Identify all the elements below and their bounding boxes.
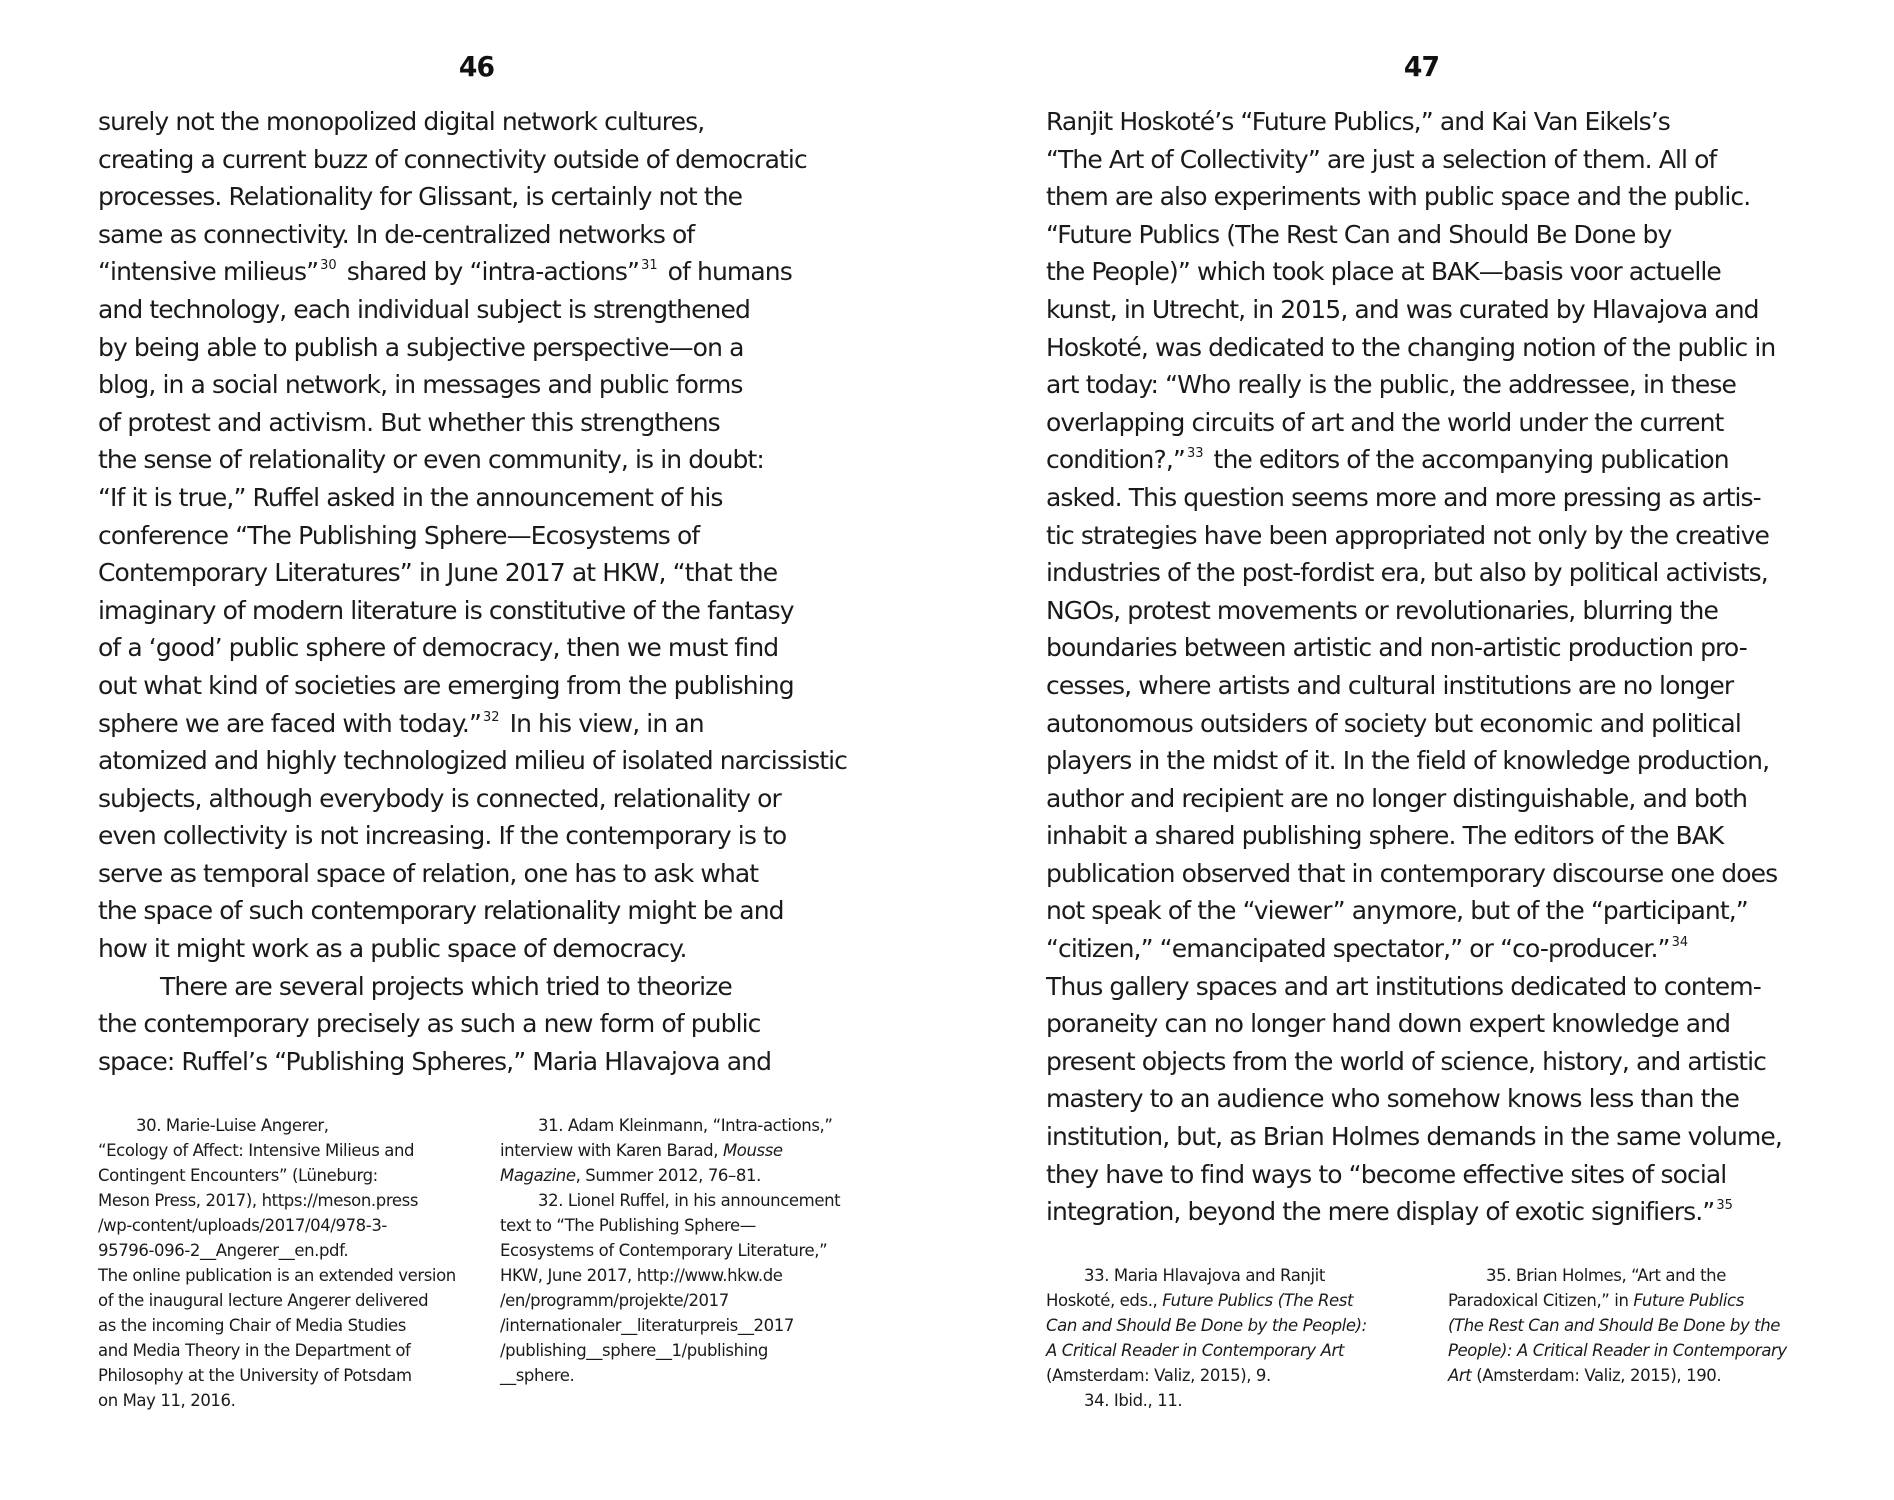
footnote-line: and Media Theory in the Department of xyxy=(98,1341,411,1360)
body-line: the sense of relationality or even community, is in doubt: xyxy=(98,445,764,475)
footnote-line xyxy=(1046,1288,1436,1313)
body-line: Hoskoté, was dedicated to the changing notion of the public in xyxy=(1046,332,1776,362)
footnote-line: 33. Maria Hlavajova and Ranjit xyxy=(1084,1266,1325,1285)
footnote-line: 30. Marie-Luise Angerer, xyxy=(136,1116,329,1135)
footnote-reference: 32 xyxy=(483,709,500,725)
footnote-italic-title: (The Rest Can and Should Be Done by the xyxy=(1448,1316,1781,1335)
footnote-column-1 xyxy=(98,1113,488,1413)
body-line: There are several projects which tried to theorize xyxy=(160,971,732,1001)
body-text-run: of humans xyxy=(660,257,792,287)
body-line: of protest and activism. But whether this strengthens xyxy=(98,407,720,437)
body-line: how it might work as a public space of democracy. xyxy=(98,934,687,964)
body-line: inhabit a shared publishing sphere. The editors of the BAK xyxy=(1046,821,1724,851)
body-line: present objects from the world of science, history, and artistic xyxy=(1046,1046,1767,1076)
footnote-line: as the incoming Chair of Media Studies xyxy=(98,1316,406,1335)
footnote-column-2 xyxy=(1448,1263,1838,1388)
body-line: overlapping circuits of art and the world under the current xyxy=(1046,407,1724,437)
footnote-column-2 xyxy=(500,1113,890,1388)
footnote-line: /en/programm/projekte/2017 xyxy=(500,1291,729,1310)
body-line: asked. This question seems more and more pressing as artis- xyxy=(1046,482,1761,512)
body-line: conference “The Publishing Sphere—Ecosystems of xyxy=(98,520,700,550)
body-line: poraneity can no longer hand down expert knowledge and xyxy=(1046,1009,1731,1039)
body-line: not speak of the “viewer” anymore, but of the “participant,” xyxy=(1046,896,1748,926)
body-text-run: integration, beyond the mere display of exotic signifiers.” xyxy=(1046,1197,1715,1227)
footnote-italic-title: Future Publics (The Rest xyxy=(1162,1291,1354,1310)
footnote-text-run: , Summer 2012, 76–81. xyxy=(575,1166,761,1185)
body-text-run: condition?,” xyxy=(1046,445,1185,475)
footnote-italic-title: Art xyxy=(1448,1366,1472,1385)
body-line: art today: “Who really is the public, the addressee, in these xyxy=(1046,370,1736,400)
page-number: 46 xyxy=(458,50,495,83)
body-line: creating a current buzz of connectivity outside of democratic xyxy=(98,144,807,174)
footnote-line: Meson Press, 2017), https://meson.press xyxy=(98,1191,419,1210)
body-line: blog, in a social network, in messages and public forms xyxy=(98,370,743,400)
body-text-run: “citizen,” “emancipated spectator,” or “co-producer.” xyxy=(1046,934,1670,964)
footnote-line: “Ecology of Affect: Intensive Milieus and xyxy=(98,1141,415,1160)
footnote-italic-title: A Critical Reader in Contemporary Art xyxy=(1046,1341,1344,1360)
body-line: surely not the monopolized digital network cultures, xyxy=(98,107,705,136)
footnote-line xyxy=(1046,1338,1436,1363)
footnote-line: 35. Brian Holmes, “Art and the xyxy=(1486,1266,1726,1285)
footnote-line xyxy=(500,1138,890,1163)
body-text-run: In his view, in an xyxy=(502,708,704,738)
body-line: processes. Relationality for Glissant, is certainly not the xyxy=(98,182,743,212)
body-line: NGOs, protest movements or revolutionaries, blurring the xyxy=(1046,595,1718,625)
footnote-line xyxy=(1448,1288,1838,1313)
body-text-run: “intensive milieus” xyxy=(98,257,319,287)
footnote-line: 32. Lionel Ruffel, in his announcement xyxy=(538,1191,841,1210)
footnote-line: 34. Ibid., 11. xyxy=(1084,1391,1183,1410)
body-line: tic strategies have been appropriated not only by the creative xyxy=(1046,520,1770,550)
footnote-reference: 34 xyxy=(1671,935,1689,951)
body-line: even collectivity is not increasing. If the contemporary is to xyxy=(98,821,787,851)
body-line: institution, but, as Brian Holmes demands in the same volume, xyxy=(1046,1122,1782,1152)
footnote-line: 31. Adam Kleinmann, “Intra-actions,” xyxy=(538,1116,833,1135)
body-line: the People)” which took place at BAK—basis voor actuelle xyxy=(1046,257,1721,287)
body-line: “The Art of Collectivity” are just a selection of them. All of xyxy=(1046,144,1717,174)
body-line xyxy=(1046,930,1782,968)
footnote-line: /publishing__sphere__1/publishing xyxy=(500,1341,768,1360)
body-text-run: shared by “intra-actions” xyxy=(339,257,640,287)
footnote-reference: 31 xyxy=(641,258,658,274)
footnote-reference: 30 xyxy=(320,258,337,274)
body-line: by being able to publish a subjective perspective—on a xyxy=(98,332,744,362)
body-line: industries of the post-fordist era, but also by political activists, xyxy=(1046,558,1768,588)
footnote-line: 95796-096-2__Angerer__en.pdf. xyxy=(98,1241,349,1260)
footnote-line xyxy=(1448,1338,1838,1363)
footnote-italic-title: Can and Should Be Done by the People): xyxy=(1046,1316,1367,1335)
body-line: subjects, although everybody is connected, relationality or xyxy=(98,783,781,813)
footnote-line: on May 11, 2016. xyxy=(98,1391,236,1410)
footnote-text-run: (Amsterdam: Valiz, 2015), 190. xyxy=(1471,1366,1722,1385)
footnote-line: __sphere. xyxy=(500,1366,575,1385)
body-text xyxy=(98,103,847,1080)
footnote-line: HKW, June 2017, http://www.hkw.de xyxy=(500,1266,783,1285)
footnote-line: Ecosystems of Contemporary Literature,” xyxy=(500,1241,828,1260)
footnote-line: Philosophy at the University of Potsdam xyxy=(98,1366,412,1385)
footnote-line: /wp-content/uploads/2017/04/978-3- xyxy=(98,1216,387,1235)
footnote-line xyxy=(1046,1313,1436,1338)
page-number: 47 xyxy=(1403,50,1440,83)
footnote-line: of the inaugural lecture Angerer delivered xyxy=(98,1291,429,1310)
body-line xyxy=(98,705,847,743)
footnote-italic-title: Magazine xyxy=(500,1166,576,1185)
footnote-line: /internationaler__literaturpreis__2017 xyxy=(500,1316,794,1335)
body-text-run: the editors of the accompanying publication xyxy=(1206,445,1729,475)
body-line: “If it is true,” Ruffel asked in the announcement of his xyxy=(98,482,723,512)
body-line: mastery to an audience who somehow knows less than the xyxy=(1046,1084,1740,1114)
body-line: them are also experiments with public space and the public. xyxy=(1046,182,1751,212)
footnote-line: Contingent Encounters” (Lüneburg: xyxy=(98,1166,378,1185)
footnote-line: (Amsterdam: Valiz, 2015), 9. xyxy=(1046,1366,1271,1385)
body-line: atomized and highly technologized milieu of isolated narcissistic xyxy=(98,746,848,776)
body-line xyxy=(1046,1193,1782,1231)
body-line: Ranjit Hoskoté’s “Future Publics,” and Kai Van Eikels’s xyxy=(1046,107,1670,136)
body-line: out what kind of societies are emerging from the publishing xyxy=(98,670,794,700)
body-line: they have to find ways to “become effective sites of social xyxy=(1046,1159,1727,1189)
body-line: publication observed that in contemporary discourse one does xyxy=(1046,858,1778,888)
body-line: author and recipient are no longer distinguishable, and both xyxy=(1046,783,1748,813)
footnote-text-run: Paradoxical Citizen,” in xyxy=(1448,1291,1634,1310)
footnote-line xyxy=(1448,1313,1838,1338)
body-line: “Future Publics (The Rest Can and Should Be Done by xyxy=(1046,219,1672,249)
footnote-line: text to “The Publishing Sphere— xyxy=(500,1216,756,1235)
footnote-text-run: Hoskoté, eds., xyxy=(1046,1291,1163,1310)
body-line: the space of such contemporary relationality might be and xyxy=(98,896,784,926)
body-line: same as connectivity. In de-centralized networks of xyxy=(98,219,695,249)
body-line: kunst, in Utrecht, in 2015, and was curated by Hlavajova and xyxy=(1046,294,1759,324)
footnote-italic-title: Future Publics xyxy=(1633,1291,1744,1310)
body-line xyxy=(98,253,847,291)
body-line: and technology, each individual subject is strengthened xyxy=(98,294,750,324)
body-line xyxy=(1046,441,1782,479)
body-line: boundaries between artistic and non-artistic production pro- xyxy=(1046,633,1747,663)
body-line: serve as temporal space of relation, one has to ask what xyxy=(98,858,759,888)
footnote-line xyxy=(500,1163,890,1188)
footnote-italic-title: Mousse xyxy=(722,1141,783,1160)
body-line: autonomous outsiders of society but economic and political xyxy=(1046,708,1741,738)
body-line: space: Ruffel’s “Publishing Spheres,” Maria Hlavajova and xyxy=(98,1046,772,1076)
body-line: Contemporary Literatures” in June 2017 at HKW, “that the xyxy=(98,558,778,588)
footnote-line xyxy=(1448,1363,1838,1388)
body-line: imaginary of modern literature is constitutive of the fantasy xyxy=(98,595,794,625)
body-line: Thus gallery spaces and art institutions dedicated to contem- xyxy=(1046,971,1761,1001)
footnote-reference: 35 xyxy=(1716,1198,1733,1214)
body-line: the contemporary precisely as such a new form of public xyxy=(98,1009,761,1039)
body-text-run: sphere we are faced with today.” xyxy=(98,708,481,738)
body-line: cesses, where artists and cultural institutions are no longer xyxy=(1046,670,1734,700)
body-line: players in the midst of it. In the field of knowledge production, xyxy=(1046,746,1770,776)
footnote-line: The online publication is an extended version xyxy=(98,1266,456,1285)
footnote-reference: 33 xyxy=(1186,446,1204,462)
body-line: of a ‘good’ public sphere of democracy, then we must find xyxy=(98,633,779,663)
right-page xyxy=(947,0,1894,1500)
footnote-column-1 xyxy=(1046,1263,1436,1413)
footnote-italic-title: People): A Critical Reader in Contemporary xyxy=(1448,1341,1787,1360)
footnote-text-run: interview with Karen Barad, xyxy=(500,1141,723,1160)
body-text xyxy=(1046,103,1782,1231)
